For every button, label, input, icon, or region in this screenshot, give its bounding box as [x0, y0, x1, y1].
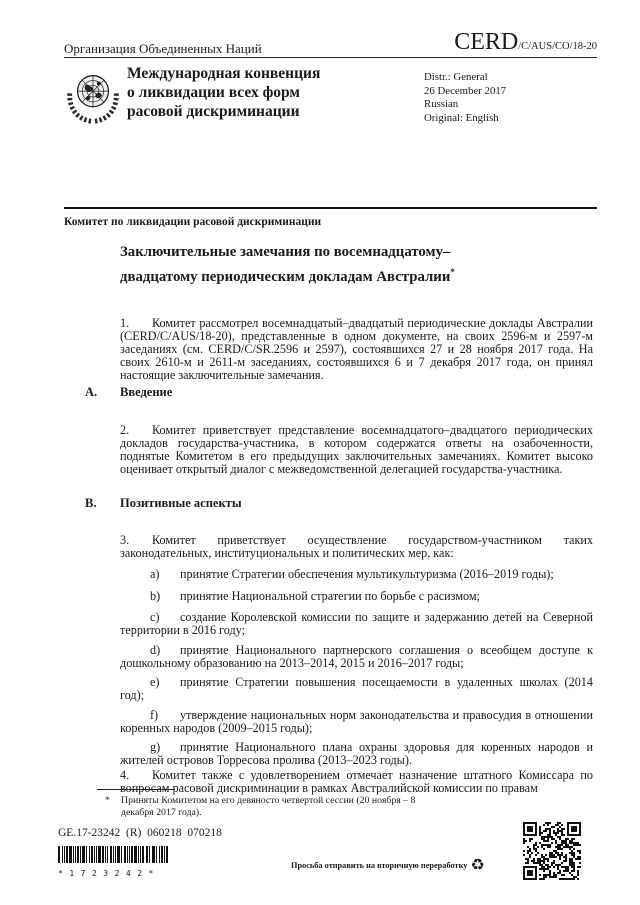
paragraph-number: 1. [120, 316, 130, 331]
masthead [62, 64, 597, 199]
document-symbol [454, 30, 597, 59]
paragraph-text: Комитет рассмотрел восемнадцатый–двадцатый периодические доклады Австралии (CERD/C/AUS/18-20), представленные в одном документе, на своих 2596-м и 2597-м заседаниях (см. CERD/C/SR.2596 и 2597), состоявшихся 27 и 28 ноября 2017 года. На своих 2610-м и 2611-м заседаниях, состоявшихся 6 и 7 декабря 2017 года, он принял настоящие заключительные замечания. [120, 316, 593, 382]
recycle-icon: ♻ [470, 855, 485, 874]
section-title: Позитивные аспекты [120, 496, 242, 510]
paragraph-number: 4. [120, 768, 130, 783]
document-title [120, 243, 560, 287]
list-item [120, 741, 593, 767]
footnote-text: Приняты Комитетом на его девяносто четвертой сессии (20 ноября – 8 декабря 2017 года). [121, 795, 416, 819]
list-item [120, 644, 593, 670]
recycle-note [291, 857, 485, 873]
recycle-note-text: Просьба отправить на вторичную переработку [291, 860, 468, 870]
list-item [120, 676, 593, 702]
document-symbol-main: CERD [454, 29, 519, 55]
list-item-text: принятие Стратегии повышения посещаемости в удаленных школах (2014 год); [120, 675, 593, 703]
list-item [120, 590, 593, 603]
list-item-letter: b) [150, 589, 161, 604]
list-item [120, 709, 593, 735]
document-title-line1: Заключительные замечания по восемнадцатому– [120, 244, 451, 260]
masthead-divider [64, 207, 597, 209]
committee-heading: Комитет по ликвидации расовой дискриминации [64, 216, 322, 228]
paragraph-2 [120, 424, 593, 476]
paragraph-number: 2. [120, 423, 130, 438]
distr-date: 26 December 2017 [424, 84, 507, 97]
list-item [120, 611, 593, 637]
list-item-letter: f) [150, 708, 159, 723]
distribution-block [424, 71, 506, 125]
footnote-mark: * [105, 795, 110, 806]
ge-number: GE.17-23242 (R) 060218 070218 [58, 827, 222, 839]
un-org-name: Организация Объединенных Наций [64, 41, 262, 56]
section-heading-a [85, 385, 172, 400]
footnote-divider [97, 789, 175, 790]
list-item-letter: a) [150, 567, 160, 582]
section-title: Введение [120, 385, 173, 399]
list-item-text: принятие Национального плана охраны здоровья для коренных народов и жителей островов Торресова пролива (2013–2023 годы). [120, 740, 593, 768]
paragraph-text: Комитет приветствует представление восемнадцатого–двадцатого периодических докладов государства-участника, в котором содержатся ответы на озабоченности, поднятые Комитетом в его предыдущих заключительных замечаниях. Комитет высоко оценивает открытый диалог с межведомственной делегацией государства-участника. [120, 423, 593, 476]
convention-title-line: Международная конвенция [127, 65, 321, 82]
distr-language: Russian [424, 98, 459, 111]
list-item [120, 568, 593, 581]
list-item-text: утверждение национальных норм законодательства и правосудия в отношении коренных народов (2009–2015 годы); [120, 708, 593, 736]
un-emblem-icon [62, 66, 124, 128]
page-header [64, 30, 597, 59]
paragraph-number: 3. [120, 533, 130, 548]
barcode-digits: *1723242* [58, 869, 160, 878]
convention-title-line: расовой дискриминации [127, 103, 300, 120]
list-item-text: принятие Стратегии обеспечения мультикультуризма (2016–2019 годы); [180, 567, 554, 582]
title-footnote-mark: * [450, 266, 455, 277]
qr-code-icon [523, 822, 581, 880]
distr-type: Distr.: General [424, 71, 488, 83]
paragraph-text: Комитет приветствует осуществление государством-участником таких законодательных, институциональных и политических мер, как: [120, 533, 593, 561]
convention-title [127, 64, 377, 121]
footnote [97, 789, 442, 820]
section-heading-b [85, 496, 242, 511]
list-item-letter: d) [150, 643, 161, 658]
list-item-text: принятие Национального партнерского соглашения о всеобщем доступе к дошкольному образованию на 2013–2014, 2015 и 2016–2017 годы; [120, 643, 593, 671]
convention-title-line: о ликвидации всех форм [127, 84, 300, 101]
distr-original: Original: English [424, 111, 499, 124]
list-item-text: создание Королевской комиссии по защите и задержанию детей на Северной территории в 2016 году; [120, 610, 593, 638]
paragraph-text: Комитет также с удовлетворением отмечает назначение штатного Комиссара по вопросам расовой дискриминации в рамках Австралийской комиссии по правам [120, 768, 593, 796]
list-item-letter: e) [150, 675, 160, 690]
section-letter: A. [85, 385, 98, 399]
document-symbol-suffix: /C/AUS/CO/18-20 [518, 41, 597, 52]
header-divider [64, 57, 597, 58]
barcode-icon [58, 846, 176, 863]
list-item-letter: c) [150, 610, 160, 625]
section-letter: B. [85, 496, 97, 510]
paragraph-1 [120, 317, 593, 382]
barcode [58, 846, 180, 878]
document-title-line2: двадцатому периодическим докладам Австралии [120, 268, 451, 285]
footnote-body [105, 795, 442, 820]
paragraph-3 [120, 534, 593, 560]
list-item-letter: g) [150, 740, 161, 755]
list-item-text: принятие Национальной стратегии по борьбе с расизмом; [180, 589, 480, 604]
